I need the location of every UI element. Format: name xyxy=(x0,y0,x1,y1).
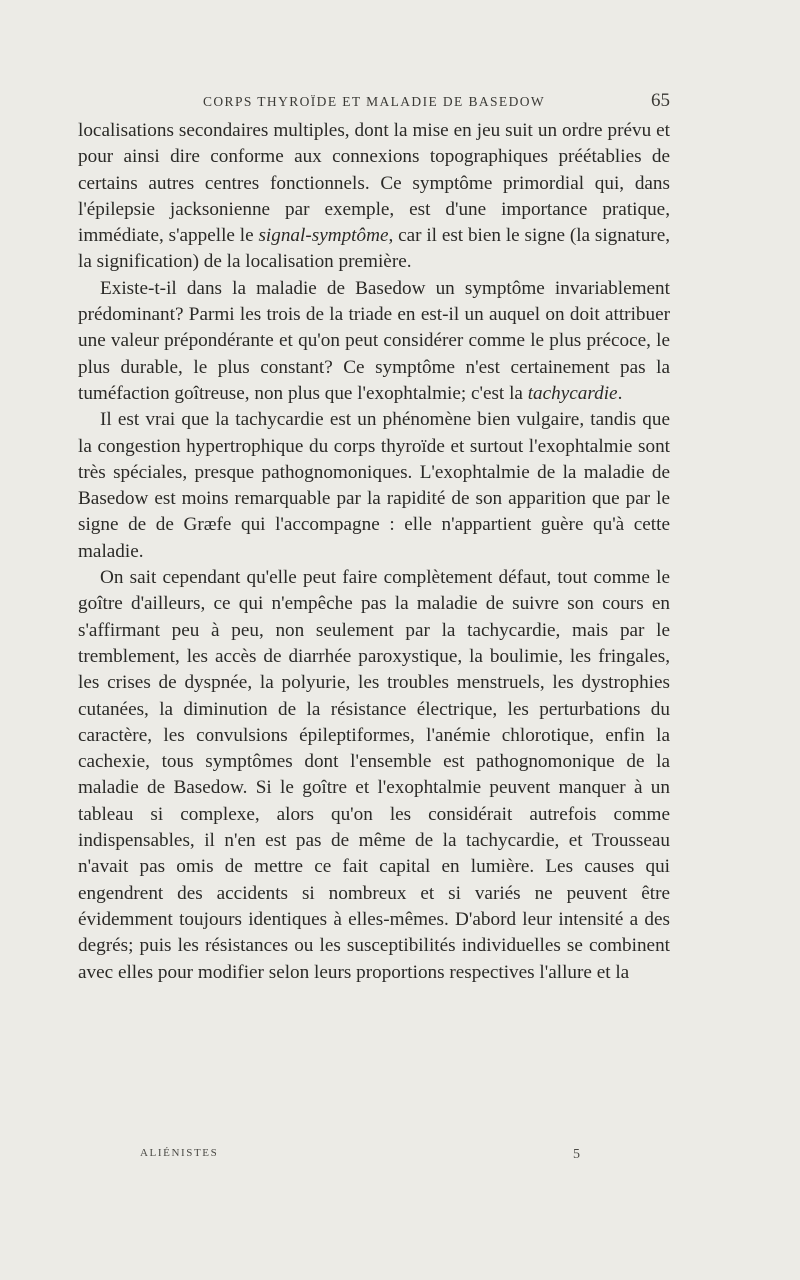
paragraph xyxy=(78,407,670,565)
paragraph xyxy=(78,118,670,276)
text-run: On sait cependant qu'elle peut faire complètement défaut, tout comme le goître d'ailleurs, ce qui n'empêche pas la maladie de suivre son cours en s'affirmant peu à peu, non seulement par la tachycardie, mais par le tremblement, les accès de diarrhée paroxystique, la boulimie, les fringales, les crises de dyspnée, la polyurie, les troubles menstruels, les dystrophies cutanées, la diminution de la résistance électrique, les perturbations du caractère, les convulsions épileptiformes, l'anémie chlorotique, enfin la cachexie, tous symptômes dont l'ensemble est pathognomonique de la maladie de Basedow. Si le goître et l'exophtalmie peuvent manquer à un tableau si complexe, alors qu'on les considérait autrefois comme indispensables, il n'en est pas de même de la tachycardie, et Trousseau n'avait pas omis de mettre ce fait capital en lumière. Les causes qui engendrent des accidents si nombreux et si variés ne peuvent être évidemment toujours identiques à elles-mêmes. D'abord leur intensité a des degrés; puis les résistances ou les susceptibilités individuelles se combinent avec elles pour modifier selon leurs proportions respectives l'allure et la xyxy=(78,567,670,983)
page-number: 65 xyxy=(651,90,670,111)
paragraph xyxy=(78,276,670,407)
text-run: Il est vrai que la tachycardie est un phénomène bien vulgaire, tandis que la congestion hypertrophique du corps thyroïde et surtout l'exophtalmie sont très spéciales, presque pathognomoniques. L'exophtalmie de la maladie de Basedow est moins remarquable par la rapidité de son apparition que par le signe de de Græfe qui l'accompagne : elle n'appartient guère qu'à cette maladie. xyxy=(78,409,670,562)
printer-signature: ALIÉNISTES xyxy=(140,1147,219,1159)
paragraph xyxy=(78,565,670,986)
text-run: localisations secondaires multiples, dont la mise en jeu suit un ordre prévu et pour ainsi dire conforme aux connexions topographiques préétablies de certains autres centres fonctionnels. Ce symptôme primordial qui, dans l'épilepsie jacksonienne par exemple, est d'une importance pratique, immédiate, s'appelle le xyxy=(78,120,670,247)
text-run: . xyxy=(617,382,623,404)
body-text xyxy=(78,118,670,986)
italic-term: signal-symptôme xyxy=(258,225,389,247)
italic-term: tachycardie xyxy=(527,382,618,404)
text-run: , car il est bien le signe (la signature, la signification) de la localisation première. xyxy=(78,225,671,273)
page-footer xyxy=(140,1147,580,1169)
running-head: CORPS THYROÏDE ET MALADIE DE BASEDOW xyxy=(202,94,546,109)
text-run: Existe-t-il dans la maladie de Basedow un symptôme invariablement prédominant? Parmi les trois de la triade en est-il un auquel on doit attribuer une valeur prépondérante et qu'on peut considérer comme le plus précoce, le plus durable, le plus constant? Ce symptôme n'est certainement pas la tuméfaction goîtreuse, non plus que l'exophtalmie; c'est la xyxy=(78,277,670,404)
page-header xyxy=(78,90,670,116)
signature-number: 5 xyxy=(573,1147,580,1162)
